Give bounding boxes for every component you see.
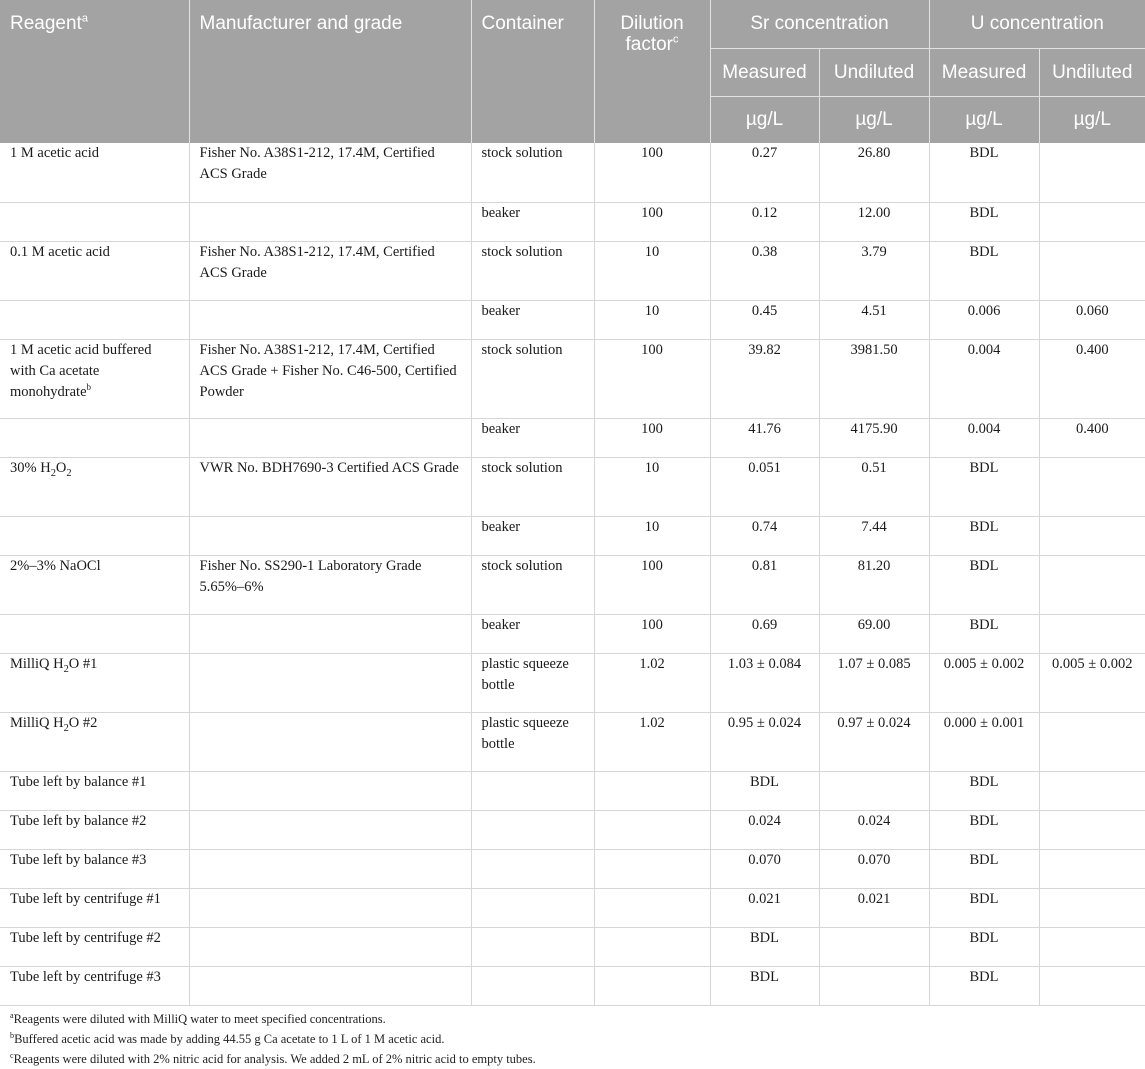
cell-sr-measured: 0.69 [710, 614, 819, 653]
cell-sr-measured: BDL [710, 927, 819, 966]
cell-reagent: 1 M acetic acid buffered with Ca acetate monohydrate$^b$ [0, 339, 189, 418]
cell-reagent: 30% $H_2O_2$ [0, 457, 189, 516]
cell-sr-undiluted: 0.97 ± 0.024 [819, 712, 929, 771]
cell-dilution: 1.02 [594, 653, 710, 712]
cell-manufacturer: VWR No. BDH7690-3 Certified ACS Grade [189, 457, 471, 516]
cell-u-undiluted: 0.060 [1039, 300, 1145, 339]
cell-u-undiluted [1039, 810, 1145, 849]
cell-manufacturer [189, 849, 471, 888]
cell-sr-undiluted: 3981.50 [819, 339, 929, 418]
cell-u-undiluted [1039, 241, 1145, 300]
cell-manufacturer [189, 516, 471, 555]
cell-u-measured: BDL [929, 966, 1039, 1005]
cell-sr-measured: 0.95 ± 0.024 [710, 712, 819, 771]
cell-u-undiluted [1039, 849, 1145, 888]
table-row [0, 810, 1145, 849]
header-reagent: Reagent$^a$ [0, 0, 189, 143]
cell-sr-undiluted: 1.07 ± 0.085 [819, 653, 929, 712]
cell-u-undiluted [1039, 771, 1145, 810]
cell-u-measured: BDL [929, 849, 1039, 888]
cell-sr-measured: 0.27 [710, 143, 819, 202]
cell-reagent: 0.1 M acetic acid [0, 241, 189, 300]
cell-container: beaker [471, 614, 594, 653]
cell-manufacturer [189, 888, 471, 927]
cell-manufacturer [189, 712, 471, 771]
table-row [0, 516, 1145, 555]
header-container: Container [471, 0, 594, 143]
cell-reagent: MilliQ $H_2O$ #1 [0, 653, 189, 712]
table-row [0, 966, 1145, 1005]
header-u-measured: Measured [929, 48, 1039, 96]
cell-sr-measured: BDL [710, 966, 819, 1005]
cell-u-measured: BDL [929, 771, 1039, 810]
cell-u-undiluted [1039, 712, 1145, 771]
header-u-concentration: U concentration [929, 0, 1145, 48]
header-unit: µg/L [819, 96, 929, 143]
cell-container: plastic squeeze bottle [471, 653, 594, 712]
cell-u-measured: BDL [929, 457, 1039, 516]
cell-u-undiluted [1039, 516, 1145, 555]
cell-reagent [0, 614, 189, 653]
header-sr-concentration: Sr concentration [710, 0, 929, 48]
cell-sr-undiluted [819, 966, 929, 1005]
cell-reagent: Tube left by centrifuge #1 [0, 888, 189, 927]
cell-u-undiluted [1039, 966, 1145, 1005]
cell-reagent: MilliQ $H_2O$ #2 [0, 712, 189, 771]
cell-reagent: Tube left by balance #1 [0, 771, 189, 810]
cell-u-undiluted: 0.005 ± 0.002 [1039, 653, 1145, 712]
cell-sr-measured: 1.03 ± 0.084 [710, 653, 819, 712]
cell-sr-measured: 0.45 [710, 300, 819, 339]
table-row [0, 712, 1145, 771]
cell-sr-measured: 0.024 [710, 810, 819, 849]
table-row [0, 143, 1145, 202]
table-row [0, 888, 1145, 927]
cell-u-measured: BDL [929, 810, 1039, 849]
header-sr-undiluted: Undiluted [819, 48, 929, 96]
cell-manufacturer: Fisher No. SS290-1 Laboratory Grade 5.65%–6% [189, 555, 471, 614]
cell-dilution: 10 [594, 300, 710, 339]
cell-u-measured: BDL [929, 241, 1039, 300]
cell-sr-undiluted: 81.20 [819, 555, 929, 614]
cell-container [471, 849, 594, 888]
table-row [0, 300, 1145, 339]
cell-container: stock solution [471, 241, 594, 300]
cell-sr-measured: 0.74 [710, 516, 819, 555]
footnote: $^a$Reagents were diluted with MilliQ water to meet specified concentrations. [10, 1010, 386, 1026]
header-sr-measured: Measured [710, 48, 819, 96]
header-unit: µg/L [929, 96, 1039, 143]
cell-container [471, 771, 594, 810]
cell-reagent: Tube left by balance #2 [0, 810, 189, 849]
cell-dilution: 1.02 [594, 712, 710, 771]
cell-sr-undiluted: 3.79 [819, 241, 929, 300]
cell-manufacturer [189, 771, 471, 810]
table-row [0, 653, 1145, 712]
header-unit: µg/L [710, 96, 819, 143]
cell-sr-undiluted: 4175.90 [819, 418, 929, 457]
header-unit: µg/L [1039, 96, 1145, 143]
cell-u-measured: 0.004 [929, 339, 1039, 418]
cell-container: plastic squeeze bottle [471, 712, 594, 771]
header-dilution-factor: Dilution factor$^c$ [594, 0, 710, 143]
cell-reagent [0, 202, 189, 241]
cell-u-measured: BDL [929, 143, 1039, 202]
cell-dilution [594, 966, 710, 1005]
cell-u-undiluted: 0.400 [1039, 418, 1145, 457]
cell-manufacturer: Fisher No. A38S1-212, 17.4M, Certified ACS Grade [189, 143, 471, 202]
cell-reagent [0, 300, 189, 339]
cell-reagent: Tube left by balance #3 [0, 849, 189, 888]
table-row [0, 418, 1145, 457]
cell-u-measured: BDL [929, 888, 1039, 927]
cell-dilution: 10 [594, 241, 710, 300]
cell-sr-measured: 0.070 [710, 849, 819, 888]
table-row [0, 241, 1145, 300]
cell-u-measured: 0.006 [929, 300, 1039, 339]
table-row [0, 927, 1145, 966]
cell-sr-measured: 0.81 [710, 555, 819, 614]
cell-container: beaker [471, 516, 594, 555]
table-row [0, 555, 1145, 614]
cell-manufacturer [189, 418, 471, 457]
cell-reagent [0, 418, 189, 457]
cell-manufacturer: Fisher No. A38S1-212, 17.4M, Certified ACS Grade + Fisher No. C46-500, Certified Powder [189, 339, 471, 418]
cell-container: stock solution [471, 555, 594, 614]
cell-u-undiluted [1039, 202, 1145, 241]
cell-sr-measured: 0.051 [710, 457, 819, 516]
cell-dilution [594, 771, 710, 810]
cell-manufacturer [189, 202, 471, 241]
cell-manufacturer [189, 966, 471, 1005]
cell-u-undiluted [1039, 555, 1145, 614]
cell-sr-measured: 39.82 [710, 339, 819, 418]
cell-dilution: 100 [594, 143, 710, 202]
cell-sr-undiluted: 4.51 [819, 300, 929, 339]
cell-dilution [594, 810, 710, 849]
cell-u-undiluted [1039, 457, 1145, 516]
table-row [0, 457, 1145, 516]
cell-sr-undiluted: 0.024 [819, 810, 929, 849]
table-row [0, 771, 1145, 810]
cell-dilution: 10 [594, 457, 710, 516]
cell-sr-undiluted: 0.021 [819, 888, 929, 927]
table-row [0, 202, 1145, 241]
cell-reagent: Tube left by centrifuge #3 [0, 966, 189, 1005]
cell-manufacturer: Fisher No. A38S1-212, 17.4M, Certified ACS Grade [189, 241, 471, 300]
table-row [0, 614, 1145, 653]
cell-manufacturer [189, 614, 471, 653]
cell-u-undiluted: 0.400 [1039, 339, 1145, 418]
cell-sr-measured: 41.76 [710, 418, 819, 457]
cell-u-undiluted [1039, 143, 1145, 202]
cell-dilution: 100 [594, 202, 710, 241]
cell-container: stock solution [471, 457, 594, 516]
cell-u-measured: 0.000 ± 0.001 [929, 712, 1039, 771]
cell-dilution: 100 [594, 614, 710, 653]
cell-u-measured: BDL [929, 614, 1039, 653]
cell-sr-measured: 0.38 [710, 241, 819, 300]
table-row [0, 339, 1145, 418]
cell-dilution [594, 927, 710, 966]
footnote: $^c$Reagents were diluted with 2% nitric acid for analysis. We added 2 mL of 2% nitric acid to empty tubes. [10, 1050, 536, 1066]
cell-u-measured: BDL [929, 927, 1039, 966]
cell-u-undiluted [1039, 614, 1145, 653]
table-row [0, 849, 1145, 888]
cell-manufacturer [189, 927, 471, 966]
cell-u-measured: BDL [929, 516, 1039, 555]
cell-dilution: 100 [594, 418, 710, 457]
cell-container: beaker [471, 202, 594, 241]
cell-manufacturer [189, 300, 471, 339]
cell-reagent [0, 516, 189, 555]
cell-dilution [594, 849, 710, 888]
cell-u-undiluted [1039, 888, 1145, 927]
cell-dilution [594, 888, 710, 927]
cell-sr-undiluted: 12.00 [819, 202, 929, 241]
cell-reagent: 1 M acetic acid [0, 143, 189, 202]
cell-sr-measured: 0.021 [710, 888, 819, 927]
cell-sr-undiluted: 0.070 [819, 849, 929, 888]
footnote: $^b$Buffered acetic acid was made by adding 44.55 g Ca acetate to 1 L of 1 M acetic acid. [10, 1030, 445, 1046]
cell-container [471, 966, 594, 1005]
cell-u-measured: BDL [929, 202, 1039, 241]
cell-reagent: Tube left by centrifuge #2 [0, 927, 189, 966]
cell-u-measured: 0.004 [929, 418, 1039, 457]
cell-container [471, 888, 594, 927]
cell-sr-measured: 0.12 [710, 202, 819, 241]
cell-sr-undiluted: 69.00 [819, 614, 929, 653]
cell-reagent: 2%–3% NaOCl [0, 555, 189, 614]
cell-manufacturer [189, 810, 471, 849]
header-u-undiluted: Undiluted [1039, 48, 1145, 96]
header-manufacturer: Manufacturer and grade [189, 0, 471, 143]
cell-container: stock solution [471, 143, 594, 202]
cell-sr-measured: BDL [710, 771, 819, 810]
cell-container: beaker [471, 418, 594, 457]
cell-dilution: 10 [594, 516, 710, 555]
cell-dilution: 100 [594, 555, 710, 614]
cell-u-measured: BDL [929, 555, 1039, 614]
cell-u-undiluted [1039, 927, 1145, 966]
cell-container: beaker [471, 300, 594, 339]
cell-dilution: 100 [594, 339, 710, 418]
cell-u-measured: 0.005 ± 0.002 [929, 653, 1039, 712]
footnotes [10, 1009, 536, 1069]
cell-sr-undiluted: 0.51 [819, 457, 929, 516]
cell-manufacturer [189, 653, 471, 712]
table-header [0, 0, 1145, 143]
cell-container: stock solution [471, 339, 594, 418]
cell-sr-undiluted: 26.80 [819, 143, 929, 202]
cell-sr-undiluted: 7.44 [819, 516, 929, 555]
cell-container [471, 927, 594, 966]
cell-container [471, 810, 594, 849]
cell-sr-undiluted [819, 771, 929, 810]
cell-sr-undiluted [819, 927, 929, 966]
